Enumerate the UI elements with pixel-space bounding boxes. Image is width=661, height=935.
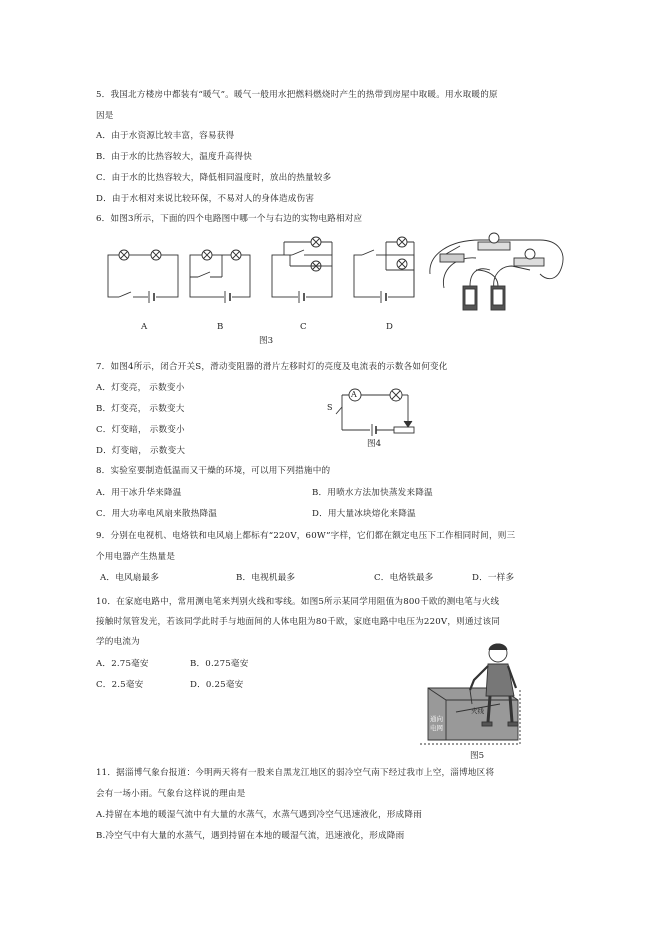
q8-stem: 8．实验室要制造低温而又干燥的环境，可以用下列措施中的 [96,466,331,476]
q7-figure-caption: 图4 [367,439,382,449]
q6-label-b: B [217,322,224,332]
q11-stem-line2: 会有一场小雨。气象台这样说的理由是 [96,789,246,799]
q7-option-a: A．灯变亮， 示数变小 [96,383,185,393]
q7-option-b: B．灯变亮， 示数变大 [96,404,185,414]
q9-option-a: A．电风扇最多 [100,573,160,583]
q5-option-a: A．由于水资源比较丰富，容易获得 [96,131,235,141]
q9-option-c: C．电烙铁最多 [374,573,434,583]
q7-option-c: C．灯变暗， 示数变小 [96,425,185,435]
q5-option-c: C．由于水的比热容较大，降低相同温度时，放出的热量较多 [96,173,332,183]
q5-stem-line1: 5．我国北方楼房中都装有“暖气”。暖气一般用水把燃料燃烧时产生的热带到房屋中取暖。用水取暖的原 [96,90,498,100]
q7-switch-label: S [327,403,333,412]
q5-stem-line2: 因是 [96,111,114,121]
q7-stem: 7．如图4所示，闭合开关S，滑动变阻器的滑片左移时灯的亮度及电流表的示数各如何变化 [96,362,448,372]
q9-stem-line2: 个用电器产生热量是 [96,552,176,562]
q5-option-b: B．由于水的比热容较大，温度升高得快 [96,152,253,162]
q10-stem-line3: 学的电流为 [96,637,140,647]
q10-box-label2: 电网 [430,724,443,732]
q10-option-c: C．2.5毫安 [96,680,144,690]
q8-option-a: A．用干冰升华来降温 [96,488,182,498]
q11-option-b: B.冷空气中有大量的水蒸气，遇到持留在本地的暖湿气流，迅速液化，形成降雨 [96,831,405,841]
q9-stem-line1: 9．分别在电视机、电烙铁和电风扇上都标有“220V，60W”字样，它们都在额定电压下工作相同时间，则三 [96,531,516,541]
q5-option-d: D．由于水相对来说比较环保，不易对人的身体造成伤害 [96,194,315,204]
q9-option-d: D．一样多 [472,573,515,583]
q6-label-a: A [141,322,148,332]
q10-box-label1: 通向 [430,715,443,723]
q8-option-d: D．用大量冰块熔化来降温 [312,509,416,519]
q10-option-d: D．0.25毫安 [190,680,244,690]
q11-stem-line1: 11．据淄博气象台报道：今明两天将有一股来自黑龙江地区的弱冷空气南下经过我市上空，淄博地区将 [96,768,495,778]
q10-figure-caption: 图5 [470,751,485,761]
q10-stem-line2: 接触时氖管发光，若该同学此时手与地面间的人体电阻为80千欧，家庭电路中电压为220V，则通过该同 [96,617,501,627]
q10-stem-line1: 10．在家庭电路中，常用测电笔来判别火线和零线。如图5所示某同学用阻值为800千欧的测电笔与火线 [96,597,500,607]
q11-option-a: A.持留在本地的暖湿气流中有大量的水蒸气，水蒸气遇到冷空气迅速液化，形成降雨 [96,810,422,820]
q6-figure-caption: 图3 [259,336,274,346]
q6-stem: 6．如图3所示，下面的四个电路图中哪一个与右边的实物电路相对应 [96,214,363,224]
q9-option-b: B．电视机最多 [236,573,296,583]
q10-option-b: B．0.275毫安 [190,659,249,669]
q10-option-a: A．2.75毫安 [96,659,149,669]
q8-option-b: B．用喷水方法加快蒸发来降温 [312,488,433,498]
q7-option-d: D．灯变暗， 示数变大 [96,446,186,456]
q10-wire-label: 火线 [471,707,484,715]
q6-label-c: C [300,322,307,332]
q8-option-c: C．用大功率电风扇来散热降温 [96,509,218,519]
q6-label-d: D [386,322,393,332]
q7-ammeter-label: A [351,390,357,399]
